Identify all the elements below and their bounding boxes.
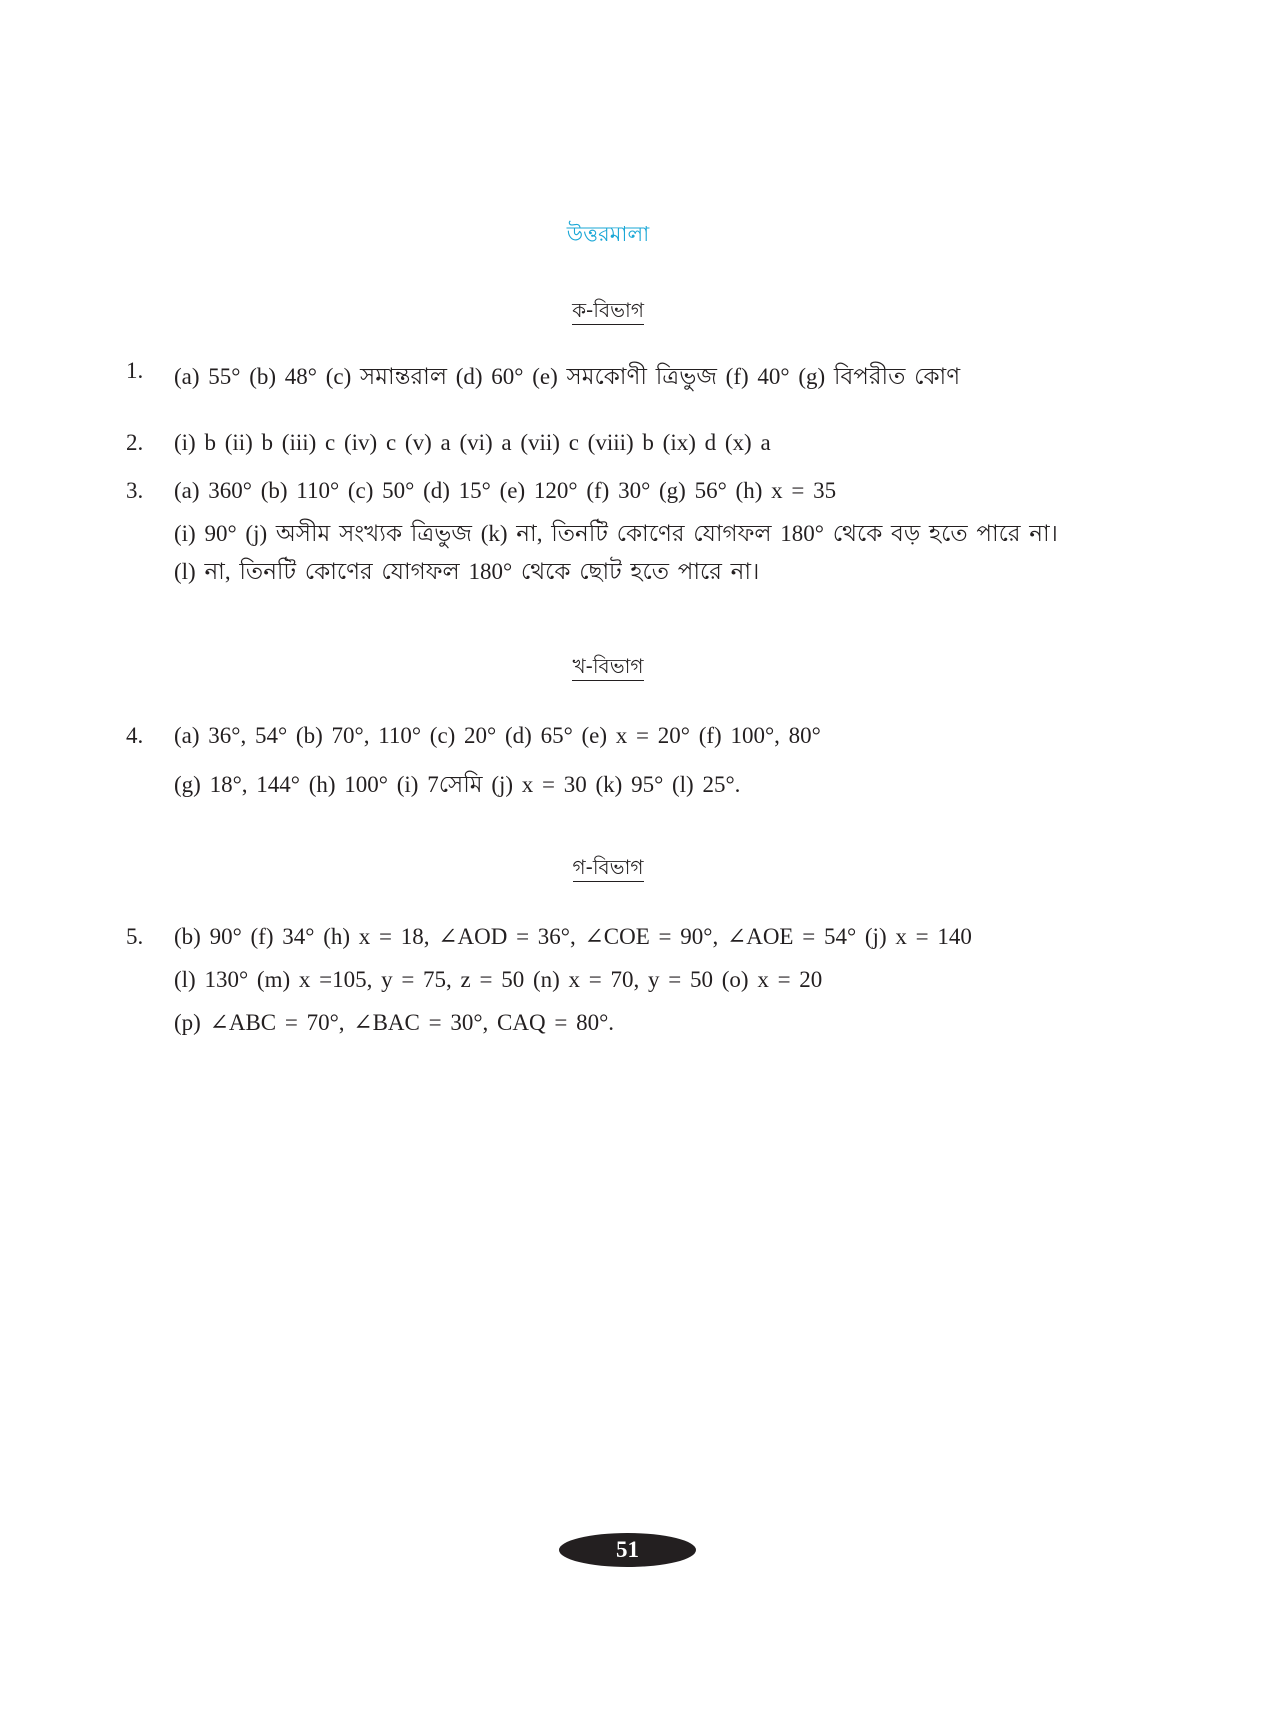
answer-line: (i) b (ii) b (iii) c (iv) c (v) a (vi) a (vii) c (viii) b (ix) d (x) a bbox=[174, 430, 771, 455]
page-number-badge: 51 bbox=[559, 1533, 696, 1567]
question-number: 4. bbox=[126, 723, 144, 748]
question-number: 2. bbox=[126, 430, 144, 455]
page-title: উত্তরমালা bbox=[566, 222, 650, 246]
answer-line: (b) 90° (f) 34° (h) x = 18, ∠AOD = 36°, ∠COE = 90°, ∠AOE = 54° (j) x = 140 bbox=[174, 924, 972, 949]
answer-line: (a) 55° (b) 48° (c) সমান্তরাল (d) 60° (e) সমকোণী ত্রিভুজ (f) 40° (g) বিপরীত কোণ bbox=[174, 364, 961, 389]
question-number: 5. bbox=[126, 924, 144, 949]
section-heading-kha: খ-বিভাগ bbox=[0, 652, 1216, 685]
answer-line: (p) ∠ABC = 70°, ∠BAC = 30°, CAQ = 80°. bbox=[174, 1010, 615, 1035]
answer-line: (i) 90° (j) অসীম সংখ্যক ত্রিভুজ (k) না, তিনটি কোণের যোগফল 180° থেকে বড় হতে পারে না। bbox=[174, 521, 1058, 546]
answer-line: (a) 36°, 54° (b) 70°, 110° (c) 20° (d) 65° (e) x = 20° (f) 100°, 80° bbox=[174, 723, 821, 748]
answer-line: (g) 18°, 144° (h) 100° (i) 7সেমি (j) x = 30 (k) 95° (l) 25°. bbox=[174, 772, 741, 797]
answer-line: (a) 360° (b) 110° (c) 50° (d) 15° (e) 120° (f) 30° (g) 56° (h) x = 35 bbox=[174, 478, 837, 503]
answer-line: (l) না, তিনটি কোণের যোগফল 180° থেকে ছোট হতে পারে না। bbox=[174, 559, 760, 584]
question-number: 3. bbox=[126, 478, 144, 503]
answer-line: (l) 130° (m) x =105, y = 75, z = 50 (n) x = 70, y = 50 (o) x = 20 bbox=[174, 967, 823, 992]
section-heading-ga: গ-বিভাগ bbox=[0, 853, 1216, 886]
question-number: 1. bbox=[126, 358, 144, 383]
section-heading-ka: ক-বিভাগ bbox=[0, 296, 1216, 329]
